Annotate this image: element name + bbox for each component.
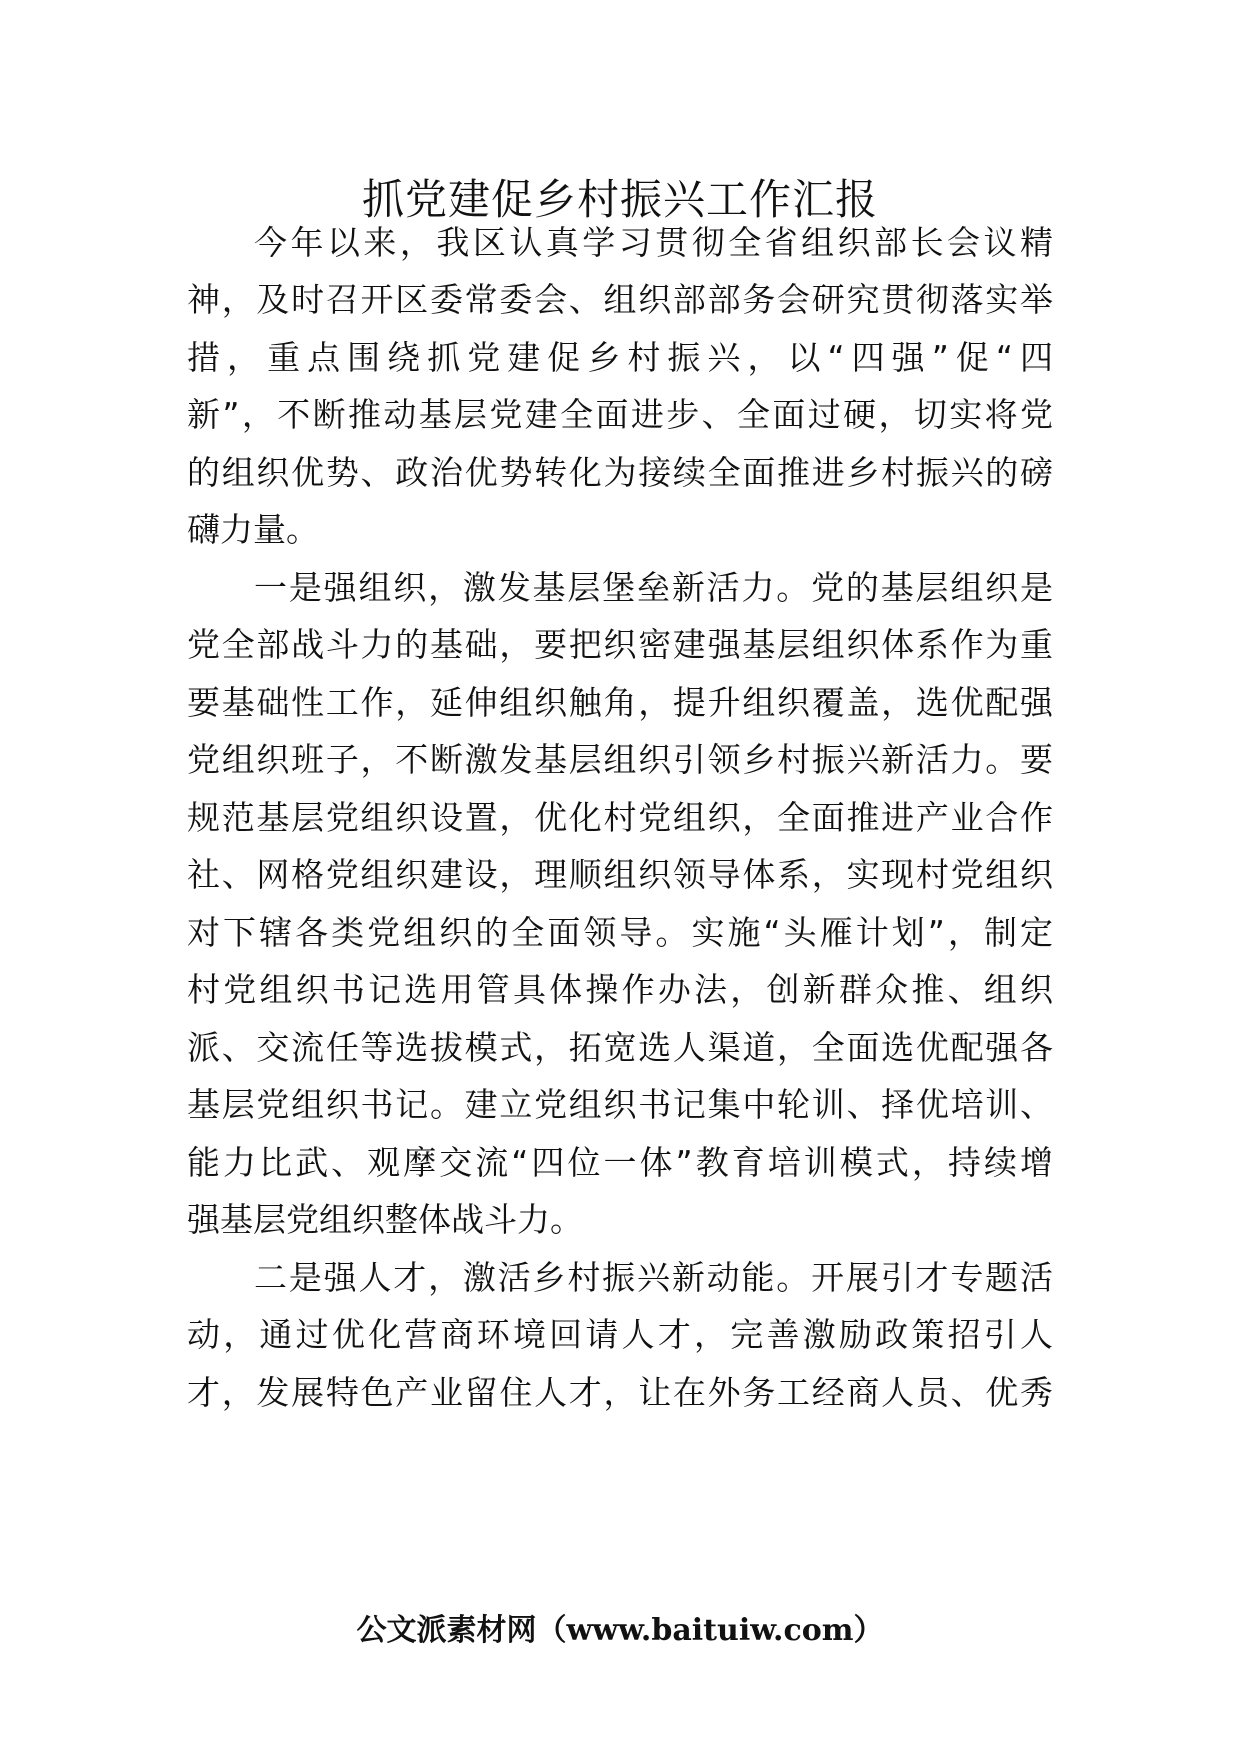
paragraph-3-line-1: 二是强人才，激活乡村振兴新动能。开展引才专题活: [254, 1258, 1053, 1297]
paragraph-1-line-4: 新”，不断推动基层党建全面进步、全面过硬，切实将党: [187, 395, 1053, 434]
paragraph-2-line-5: 规范基层党组织设置，优化村党组织，全面推进产业合作: [187, 798, 1053, 837]
paragraph-3-line-3: 才，发展特色产业留住人才，让在外务工经商人员、优秀: [187, 1373, 1053, 1412]
paragraph-2-line-2: 党全部战斗力的基础，要把织密建强基层组织体系作为重: [187, 625, 1053, 664]
paragraph-1-line-3: 措，重点围绕抓党建促乡村振兴，以“四强”促“四: [187, 338, 1053, 377]
paragraph-1-line-1: 今年以来，我区认真学习贯彻全省组织部长会议精: [254, 223, 1053, 262]
paragraph-2-line-4: 党组织班子，不断激发基层组织引领乡村振兴新活力。要: [187, 740, 1053, 779]
paragraph-2-line-7: 对下辖各类党组织的全面领导。实施“头雁计划”，制定: [187, 913, 1053, 952]
paragraph-2-line-12: 强基层党组织整体战斗力。: [187, 1200, 583, 1239]
paragraph-1-line-2: 神，及时召开区委常委会、组织部部务会研究贯彻落实举: [187, 280, 1053, 319]
document-title: 抓党建促乡村振兴工作汇报: [361, 175, 878, 224]
paragraph-2-line-11: 能力比武、观摩交流“四位一体”教育培训模式，持续增: [187, 1143, 1053, 1182]
paragraph-2-line-10: 基层党组织书记。建立党组织书记集中轮训、择优培训、: [187, 1085, 1053, 1124]
footer-source-text: 公文派素材网（www.baituiw.com）: [356, 1613, 884, 1648]
paragraph-2-line-1: 一是强组织，激发基层堡垒新活力。党的基层组织是: [254, 568, 1053, 607]
paragraph-3-line-2: 动，通过优化营商环境回请人才，完善激励政策招引人: [187, 1315, 1053, 1354]
paragraph-2-line-6: 社、网格党组织建设，理顺组织领导体系，实现村党组织: [187, 855, 1053, 894]
paragraph-2-line-8: 村党组织书记选用管具体操作办法，创新群众推、组织: [187, 970, 1053, 1009]
paragraph-2-line-9: 派、交流任等选拔模式，拓宽选人渠道，全面选优配强各: [187, 1028, 1053, 1067]
paragraph-1-line-6: 礴力量。: [187, 510, 319, 549]
paragraph-2-line-3: 要基础性工作，延伸组织触角，提升组织覆盖，选优配强: [187, 683, 1053, 722]
paragraph-1-line-5: 的组织优势、政治优势转化为接续全面推进乡村振兴的磅: [187, 453, 1053, 492]
